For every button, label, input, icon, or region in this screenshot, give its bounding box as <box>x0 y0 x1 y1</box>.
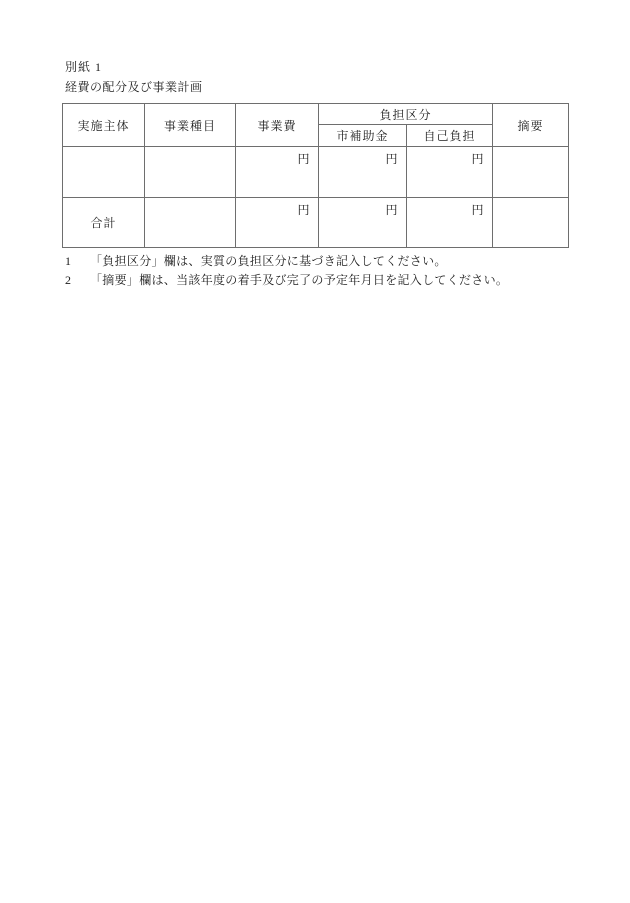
header-implementer: 実施主体 <box>63 104 145 147</box>
total-label: 合計 <box>63 198 145 248</box>
page-title: 経費の配分及び事業計画 <box>65 80 203 94</box>
project-type-cell-empty <box>145 147 236 198</box>
total-city-subsidy-yen-unit-label: 円 <box>319 198 407 248</box>
total-remarks-cell-empty <box>493 198 569 248</box>
footnote-2-text: 「摘要」欄は、当該年度の着手及び完了の予定年月日を記入してください。 <box>90 273 509 287</box>
remarks-cell-empty <box>493 147 569 198</box>
self-burden-yen-unit-label: 円 <box>407 147 493 198</box>
header-project-type: 事業種目 <box>145 104 236 147</box>
implementer-cell-empty <box>63 147 145 198</box>
total-project-type-cell-empty <box>145 198 236 248</box>
project-cost-yen-unit-label: 円 <box>236 147 319 198</box>
footnote-1 <box>65 252 508 271</box>
attachment-label: 別紙 1 <box>65 60 103 74</box>
header-project-cost: 事業費 <box>236 104 319 147</box>
header-city-subsidy: 市補助金 <box>319 125 407 147</box>
total-project-cost-yen-unit-label: 円 <box>236 198 319 248</box>
city-subsidy-yen-unit-label: 円 <box>319 147 407 198</box>
expense-allocation-table <box>62 103 569 248</box>
footnotes <box>65 252 508 290</box>
total-self-burden-yen-unit-label: 円 <box>407 198 493 248</box>
header-remarks: 摘要 <box>493 104 569 147</box>
footnote-2-number: 2 <box>65 273 71 287</box>
footnote-1-text: 「負担区分」欄は、実質の負担区分に基づき記入してください。 <box>90 254 447 268</box>
header-self-burden: 自己負担 <box>407 125 493 147</box>
footnote-1-number: 1 <box>65 254 71 268</box>
footnote-2 <box>65 271 508 290</box>
header-burden-group: 負担区分 <box>319 104 493 125</box>
